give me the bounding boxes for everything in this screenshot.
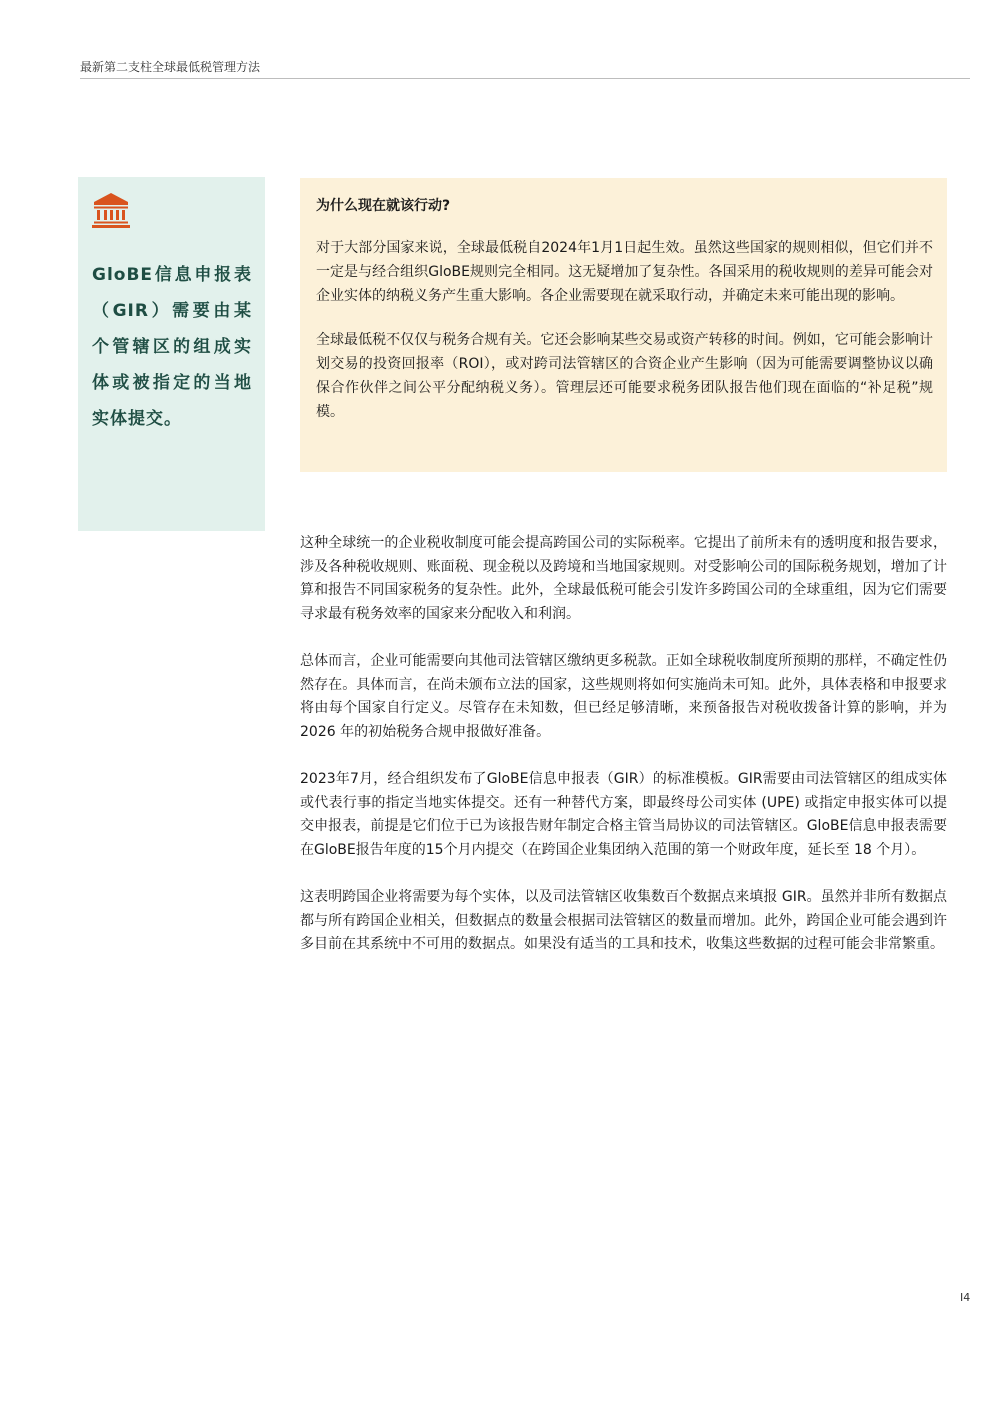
document-title: 最新第二支柱全球最低税管理方法	[80, 60, 261, 74]
bank-building-icon	[92, 191, 130, 229]
body-paragraph: 2023年7月，经合组织发布了GloBE信息申报表（GIR）的标准模板。GIR需要由司法管辖区的组成实体或代表行事的指定当地实体提交。还有一种替代方案，即最终母公司实体 (UPE) 或指定申报实体可以提交申报表，前提是它们位于已为该报告财年制定合格主管当局协议的司法管辖区。GloBE信息申报表需要在GloBE报告年度的15个月内提交（在跨国企业集团纳入范围的第一个财政年度，延长至 18 个月）。	[300, 771, 947, 858]
callout-heading: 为什么现在就该行动?	[316, 198, 451, 214]
body-text	[300, 532, 947, 981]
body-paragraph: 总体而言，企业可能需要向其他司法管辖区缴纳更多税款。正如全球税收制度所预期的那样，不确定性仍然存在。具体而言，在尚未颁布立法的国家，这些规则将如何实施尚未可知。此外，具体表格和申报要求将由每个国家自行定义。尽管存在未知数，但已经足够清晰，来预备报告对税收拨备计算的影响，并为 2026 年的初始税务合规申报做好准备。	[300, 653, 947, 740]
callout-paragraph: 对于大部分国家来说，全球最低税自2024年1月1日起生效。虽然这些国家的规则相似，但它们并不一定是与经合组织GloBE规则完全相同。这无疑增加了复杂性。各国采用的税收规则的差异可能会对企业实体的纳税义务产生重大影响。各企业需要现在就采取行动，并确定未来可能出现的影响。	[316, 240, 933, 304]
sidebar-callout	[78, 177, 265, 531]
why-act-now-callout	[300, 178, 947, 472]
sidebar-statement: GloBE信息申报表（GIR）需要由某个管辖区的组成实体或被指定的当地实体提交。	[92, 265, 252, 429]
body-paragraph: 这种全球统一的企业税收制度可能会提高跨国公司的实际税率。它提出了前所未有的透明度和报告要求，涉及各种税收规则、账面税、现金税以及跨境和当地国家规则。对受影响公司的国际税务规划，增加了计算和报告不同国家税务的复杂性。此外，全球最低税可能会引发许多跨国公司的全球重组，因为它们需要寻求最有税务效率的国家来分配收入和利润。	[300, 535, 947, 622]
page-number: I4	[960, 1291, 971, 1304]
callout-paragraph: 全球最低税不仅仅与税务合规有关。它还会影响某些交易或资产转移的时间。例如，它可能会影响计划交易的投资回报率（ROI），或对跨司法管辖区的合资企业产生影响（因为可能需要调整协议以确保合作伙伴之间公平分配纳税义务）。管理层还可能要求税务团队报告他们现在面临的“补足税”规模。	[316, 332, 933, 420]
body-paragraph: 这表明跨国企业将需要为每个实体，以及司法管辖区收集数百个数据点来填报 GIR。虽然并非所有数据点都与所有跨国企业相关，但数据点的数量会根据司法管辖区的数量而增加。此外，跨国企业可能会遇到许多目前在其系统中不可用的数据点。如果没有适当的工具和技术，收集这些数据的过程可能会非常繁重。	[300, 889, 947, 952]
running-header	[80, 56, 970, 79]
